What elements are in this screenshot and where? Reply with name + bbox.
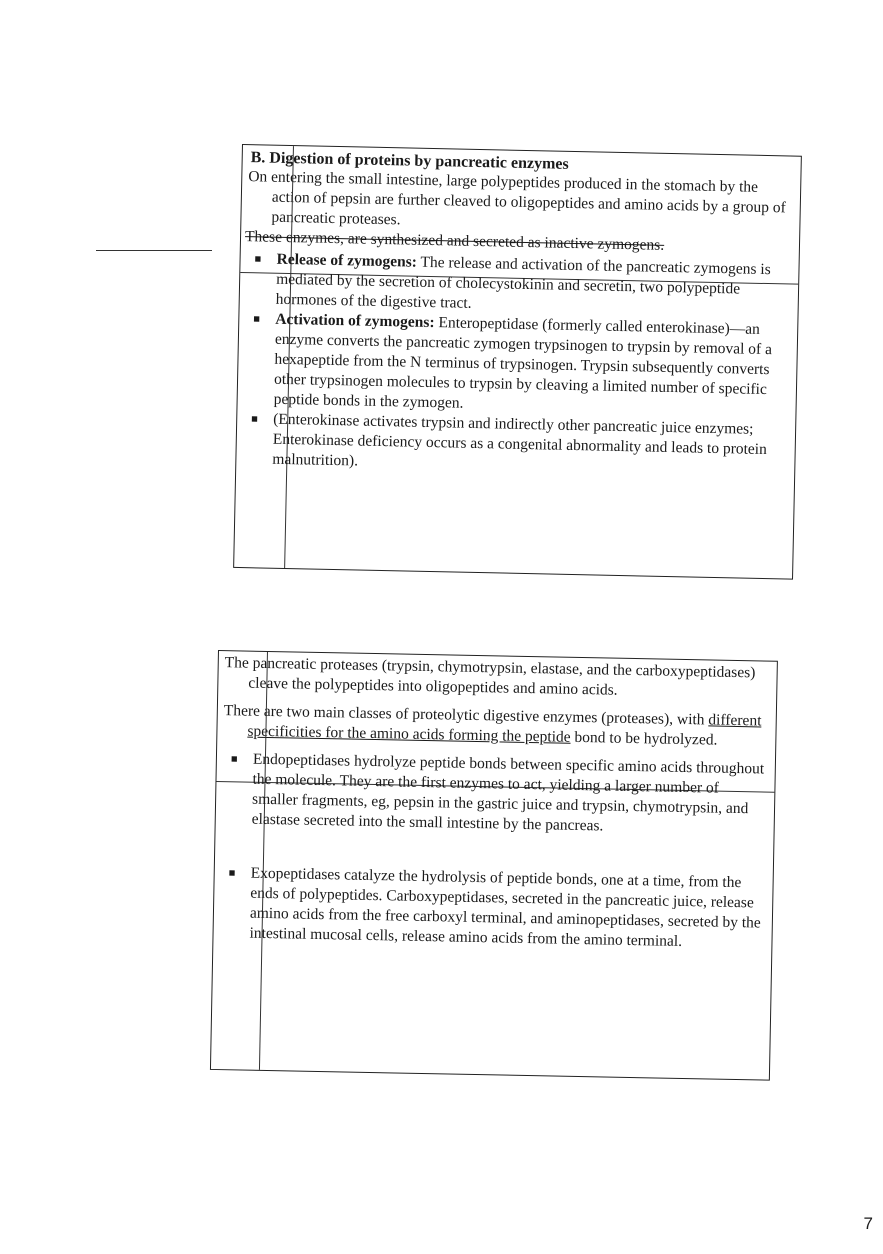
square-bullet-icon: ■	[251, 413, 259, 426]
classes-paragraph	[221, 701, 768, 751]
square-bullet-icon: ■	[228, 867, 236, 880]
margin-dash-mark	[96, 250, 212, 251]
struck-through-line: These enzymes, are synthesized and secreted as inactive zymogens.	[244, 228, 665, 254]
bullet-list	[213, 749, 775, 954]
bullet-heading: Activation of zymogens:	[275, 310, 435, 332]
list-item	[213, 863, 764, 954]
square-bullet-icon: ■	[230, 753, 238, 766]
bullet-list	[236, 249, 798, 481]
intro-paragraph: On entering the small intestine, large polypeptides produced in the stomach by the action of pepsin are further cleaved to oligopeptides and amino acids by a group of pancreatic proteases.	[248, 168, 786, 229]
bullet-text: (Enterokinase activates trypsin and indirectly other pancreatic juice enzymes; Enterokinase deficiency occurs as a congenital abnormality and leads to protein malnutrition).	[272, 410, 767, 470]
bullet-text: Exopeptidases catalyze the hydrolysis of peptide bonds, one at a time, from the ends of polypeptides. Carboxypeptidases, secreted in the pancreatic juice, release amino acids from the free carboxyl terminal, and aminopeptidases, secreted by the intestinal mucosal cells, release amino acids from the amino terminal.	[249, 864, 761, 950]
classes-text-start: There are two main classes of proteolytic digestive enzymes (proteases), with	[223, 702, 709, 729]
underlined-text: different specificities for the amino acids forming the peptide	[247, 711, 762, 746]
square-bullet-icon: ■	[253, 313, 261, 326]
list-item	[236, 409, 787, 481]
bullet-heading: Release of zymogens:	[276, 250, 418, 271]
list-item	[216, 749, 767, 840]
square-bullet-icon: ■	[254, 253, 262, 266]
bullet-text: Endopeptidases hydrolyze peptide bonds between specific amino acids throughout the molecule. They are the first enzymes to act, yielding a larger number of smaller fragments, eg, pepsin in the gastric juice and trypsin, chymotrypsin, and elastase secreted into the small intestine by the pancreas.	[251, 750, 765, 835]
list-item	[237, 309, 789, 420]
slide-title: B. Digestion of proteins by pancreatic enzymes	[250, 149, 569, 173]
classes-text-end: bond to be hydrolyzed.	[570, 728, 718, 749]
slide-pancreatic-digestion	[233, 144, 802, 580]
proteases-paragraph: The pancreatic proteases (trypsin, chymotrypsin, elastase, and the carboxypeptidases) cleave the polypeptides into oligopeptides and amino acids.	[224, 654, 756, 699]
bullet-text: Enteropeptidase (formerly called enterokinase)—an enzyme converts the pancreatic zymogen trypsinogen to trypsin by removal of a hexapeptide from the N terminus of trypsinogen. Trypsin subsequently converts other trypsinogen molecules to trypsin by cleaving a limited number of specific peptide bonds in the zymogen.	[273, 314, 773, 412]
slide-protease-classes	[210, 650, 778, 1081]
bullet-text: The release and activation of the pancreatic zymogens is mediated by the secretion of cholecystokinin and secretin, two polypeptide hormones of the digestive tract.	[275, 253, 771, 312]
page-number: 7	[863, 1214, 873, 1233]
